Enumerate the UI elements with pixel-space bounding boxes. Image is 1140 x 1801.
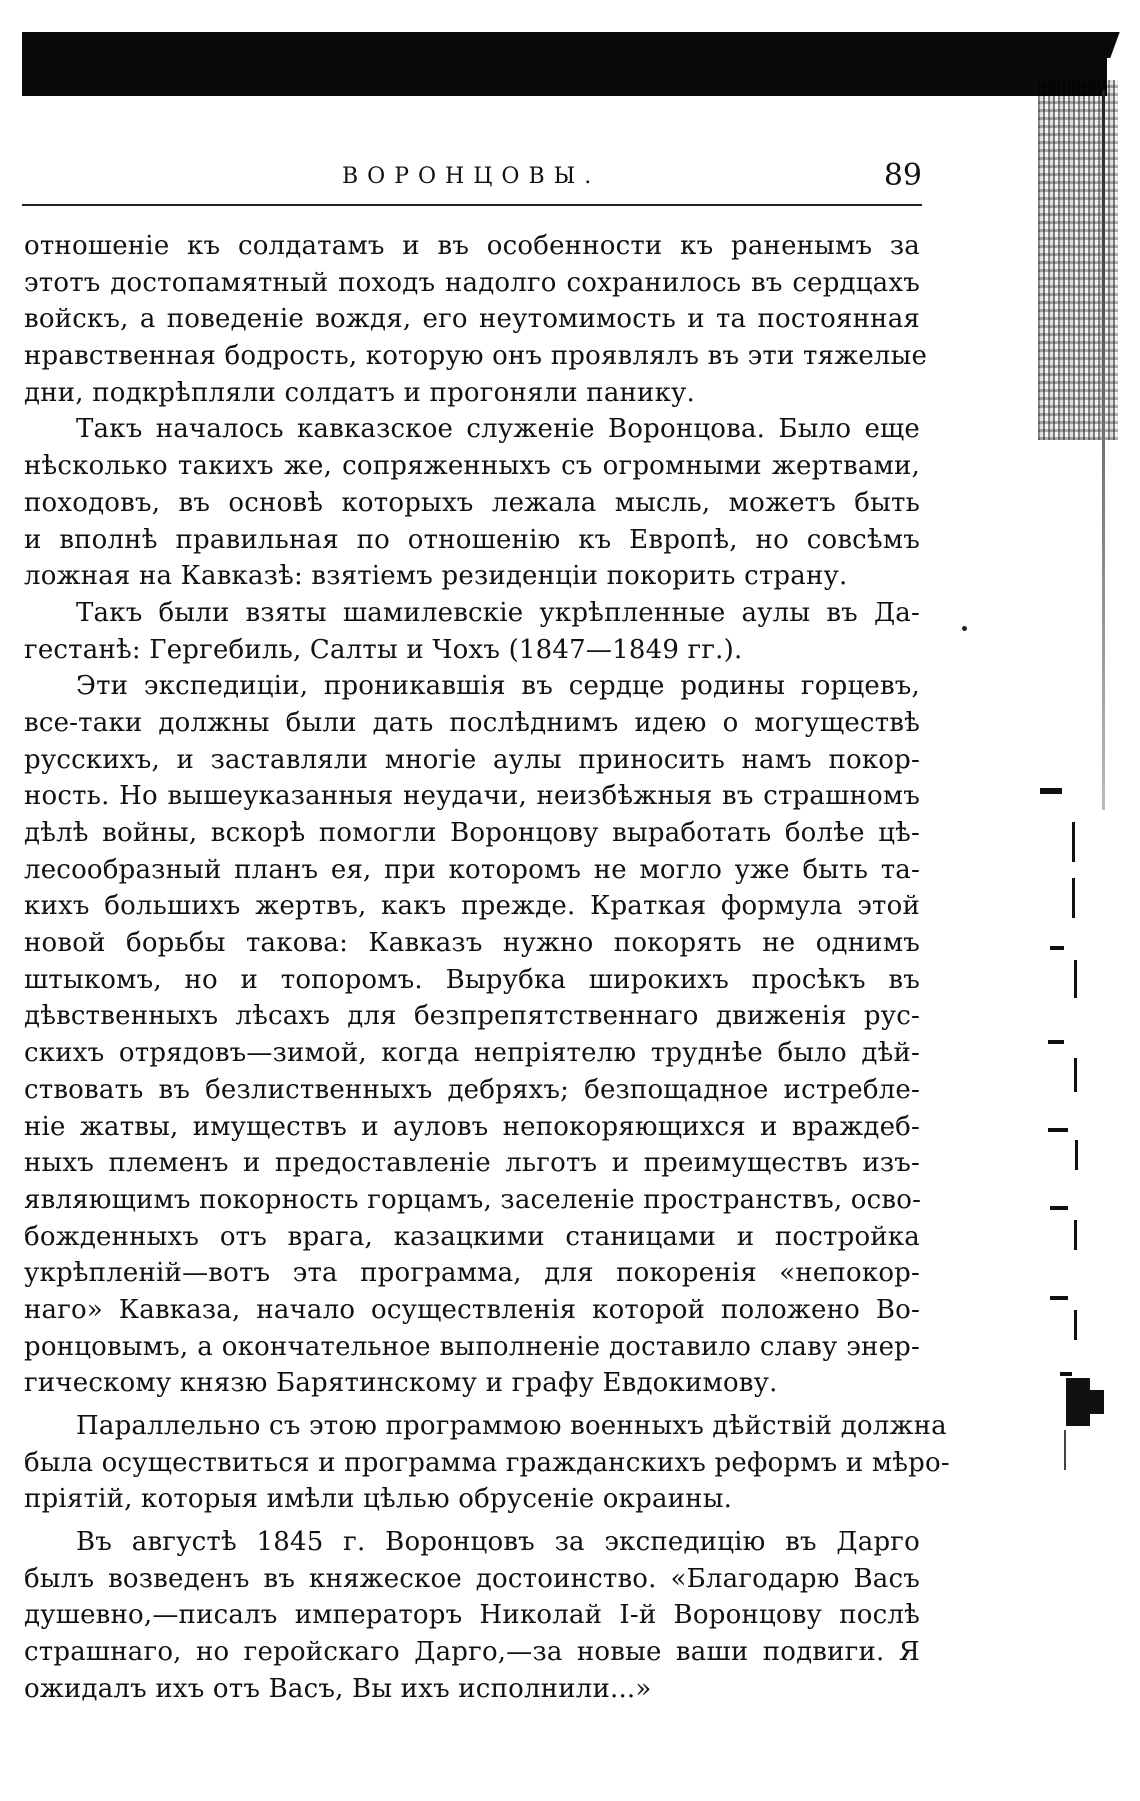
text-line: походовъ, въ основѣ которыхъ лежала мысль, можетъ быть: [24, 487, 920, 518]
text-line: ныхъ племенъ и предоставленіе льготъ и преимуществъ изъ-: [24, 1148, 920, 1179]
scan-top-dark-band: [22, 32, 1107, 96]
edge-mark: [1060, 1372, 1072, 1376]
text-line: ніе жатвы, имуществъ и ауловъ непокоряющихся и враждеб-: [24, 1111, 920, 1142]
edge-mark: [1072, 822, 1075, 862]
text-line: ожидалъ ихъ отъ Васъ, Вы ихъ исполнили...»: [24, 1673, 652, 1704]
running-head: [22, 150, 922, 206]
text-line: русскихъ, и заставляли многіе аулы приносить намъ покор-: [24, 744, 920, 775]
edge-mark: [1075, 1140, 1078, 1170]
text-line: и вполнѣ правильная по отношенію къ Европѣ, но совсѣмъ: [24, 524, 920, 555]
page-number: 89: [883, 158, 922, 193]
scan-binding-edge: [1038, 80, 1118, 440]
text-line: новой борьбы такова: Кавказъ нужно покорять не однимъ: [24, 928, 920, 959]
edge-mark: [1048, 1128, 1068, 1132]
text-line: штыкомъ, но и топоромъ. Вырубка широкихъ просѣкъ въ: [24, 964, 920, 995]
edge-mark: [1072, 878, 1075, 918]
edge-mark: [1050, 1296, 1068, 1300]
text-line: ствовать въ безлиственныхъ дебряхъ; безпощадное истребле-: [24, 1074, 920, 1105]
running-title: ВОРОНЦОВЫ.: [342, 164, 601, 189]
text-line: этотъ достопамятный походъ надолго сохранилось въ сердцахъ: [24, 267, 920, 298]
edge-mark: [1040, 788, 1062, 794]
edge-mark: [1050, 946, 1064, 950]
text-line: былъ возведенъ въ княжеское достоинство. «Благодарю Васъ: [24, 1563, 920, 1594]
text-line: Эти экспедиціи, проникавшія въ сердце родины горцевъ,: [76, 671, 920, 702]
edge-mark: [1048, 1040, 1064, 1044]
text-line: Такъ были взяты шамилевскіе укрѣпленные аулы въ Да-: [76, 597, 920, 628]
text-line: все-таки должны были дать послѣднимъ идею о могуществѣ: [24, 707, 920, 738]
text-line: страшнаго, но геройскаго Дарго,—за новые ваши подвиги. Я: [24, 1637, 920, 1668]
scan-edge-line: [1102, 90, 1105, 810]
text-line: дни, подкрѣпляли солдатъ и прогоняли панику.: [24, 377, 695, 408]
text-line: лесообразный планъ ея, при которомъ не могло уже быть та-: [24, 854, 920, 885]
text-line: кихъ большихъ жертвъ, какъ прежде. Краткая формула этой: [24, 891, 920, 922]
text-line: пріятій, которыя имѣли цѣлью обрусеніе окраины.: [24, 1484, 733, 1515]
text-line: нѣсколько такихъ же, сопряженныхъ съ огромными жертвами,: [24, 451, 920, 482]
text-line: скихъ отрядовъ—зимой, когда непріятелю труднѣе было дѣй-: [24, 1038, 920, 1069]
text-line: душевно,—писалъ императоръ Николай I-й Воронцову послѣ: [24, 1600, 920, 1631]
edge-mark: [1064, 1430, 1066, 1470]
edge-mark: [1050, 1206, 1068, 1210]
body-text: [24, 228, 950, 1708]
text-line: нравственная бодрость, которую онъ проявлялъ въ эти тяжелые: [24, 341, 928, 372]
text-line: Такъ началось кавказское служеніе Воронцова. Было еще: [76, 414, 920, 445]
text-line: ложная на Кавказѣ: взятіемъ резиденціи покорить страну.: [24, 561, 848, 592]
text-line: гестанѣ: Гергебиль, Салты и Чохъ (1847—1849 гг.).: [24, 634, 743, 665]
edge-mark: [1066, 1378, 1090, 1426]
text-line: войскъ, а поведеніе вождя, его неутомимость и та постоянная: [24, 304, 920, 335]
edge-mark: [1090, 1390, 1104, 1414]
text-line: отношеніе къ солдатамъ и въ особенности къ раненымъ за: [24, 231, 920, 261]
text-line: была осуществиться и программа гражданскихъ реформъ и мѣро-: [24, 1447, 950, 1478]
text-line: гическому князю Барятинскому и графу Евдокимову.: [24, 1368, 778, 1399]
text-line: Въ августѣ 1845 г. Воронцовъ за экспедицію въ Дарго: [76, 1527, 920, 1558]
text-line: ронцовымъ, а окончательное выполненіе доставило славу энер-: [24, 1331, 920, 1362]
edge-mark: [1074, 1220, 1077, 1250]
text-line: дѣвственныхъ лѣсахъ для безпрепятственнаго движенія рус-: [24, 1001, 920, 1032]
text-line: укрѣпленій—вотъ эта программа, для покоренія «непокор-: [24, 1258, 920, 1289]
margin-dot: [962, 626, 967, 631]
text-line: являющимъ покорность горцамъ, заселеніе пространствъ, осво-: [24, 1184, 922, 1215]
text-line: ность. Но вышеуказанныя неудачи, неизбѣжныя въ страшномъ: [24, 781, 920, 812]
header-rule: [22, 204, 922, 206]
text-line: дѣлѣ войны, вскорѣ помогли Воронцову выработать болѣе цѣ-: [24, 818, 920, 848]
edge-mark: [1074, 1310, 1077, 1340]
edge-mark: [1074, 960, 1077, 998]
text-line: божденныхъ отъ врага, казацкими станицами и постройка: [24, 1221, 920, 1252]
edge-mark: [1074, 1058, 1077, 1092]
text-line: наго» Кавказа, начало осуществленія которой положено Во-: [24, 1294, 920, 1325]
text-line: Параллельно съ этою программою военныхъ дѣйствій должна: [76, 1411, 947, 1441]
